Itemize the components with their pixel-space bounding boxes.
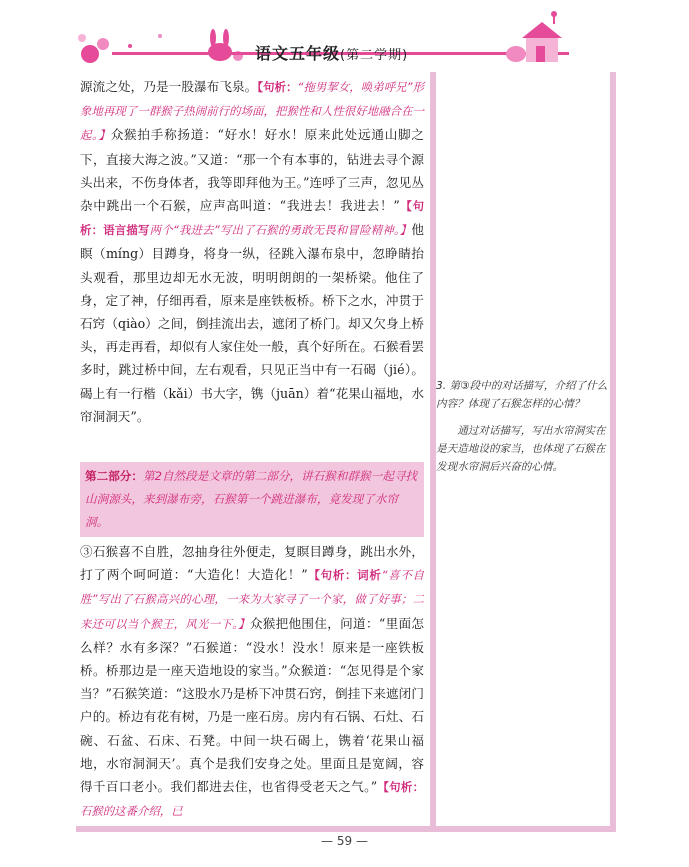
main-text-block xyxy=(80,75,424,428)
text: ③石猴喜不自胜，忽抽身往外便走，复瞑目蹲身，跳出水外，打了两个呵呵道：“大造化！大造化！” xyxy=(80,544,424,583)
side-question: 3. 第③段中的对话描写，介绍了什么内容？体现了石猴怎样的心情？ xyxy=(436,380,608,410)
annotation-text: “喜不自胜”写出了石猴高兴的心理，一来为大家寻了一个家，做了好事；二来还可以当个猴王，风光一下。】 xyxy=(80,568,424,631)
annotation-tag: 【句析： xyxy=(377,780,424,795)
annotation-text: 石猴的这番介绍，已 xyxy=(80,804,183,819)
page-number: — 59 — xyxy=(321,834,368,848)
text: 源流之处，乃是一股瀑布飞泉。 xyxy=(80,79,258,94)
annotation-tag: 【句析：语言描写 xyxy=(80,199,424,238)
paragraph-3 xyxy=(80,540,424,823)
main-text-block-2 xyxy=(80,540,424,823)
side-question-block xyxy=(436,377,608,476)
part-label: 第二部分： xyxy=(85,469,143,483)
annotation-tag: 【句析：词析 xyxy=(307,568,382,583)
text: 众猴拍手称扬道：“好水！好水！原来此处远通山脚之下，直接大海之波。”又道：“那一个有本事的，钻进去寻个源头出来，不伤身体者，我等即拜他为王。”连呼了三声，忽见丛杂中跳出一个石猴，应声高叫道：“我进去！我进去！” xyxy=(80,127,424,214)
page-header xyxy=(0,0,689,72)
paragraph-2 xyxy=(80,75,424,428)
side-answer: 通过对话描写，写出水帘洞实在是天造地设的家当，也体现了石猴在发现水帘洞后兴奋的心情。 xyxy=(436,425,606,473)
flower-bunny-decoration-icon xyxy=(70,16,250,76)
part-summary-box xyxy=(80,462,424,537)
annotation-text: “拖男挈女，唤弟呼兄”形象地再现了一群猴子热闹前行的场面，把猴性和人性很好地融合在一起。】 xyxy=(80,80,424,143)
house-decoration-icon xyxy=(504,10,574,72)
book-title: 语文五年级 xyxy=(255,44,341,63)
page-title xyxy=(255,41,408,64)
annotation-tag: 【句析： xyxy=(257,80,298,94)
bottom-border xyxy=(76,826,610,832)
part-summary-text: 第2自然段是文章的第二部分，讲石猴和群猴一起寻找山涧源头，来到瀑布旁，石猴第一个跳进瀑布，竟发现了水帘洞。 xyxy=(85,469,418,529)
annotation-text: 两个“我进去”写出了石猴的勇敢无畏和冒险精神。】 xyxy=(149,223,412,238)
text: 众猴把他围住，问道：“里面怎么样？水有多深？”石猴道：“没水！没水！原来是一座铁板桥。桥那边是一座天造地设的家当。”众猴道：“怎见得是个家当？”石猴笑道：“这股水乃是桥下冲贯石窍，倒挂下来遮闭门户的。桥边有花有树，乃是一座石房。房内有石锅、石灶、石碗、石盆、石床、石凳。中间一块石碣上，镌着‘花果山福地，水帘洞洞天’。真个是我们安身之处。里面且是宽阔，容得千百口老小。我们都进去住，也省得受老天之气。” xyxy=(80,615,424,795)
text: 他瞑（míng）目蹲身，将身一纵，径跳入瀑布泉中，忽睁睛抬头观看，那里边却无水无波，明明朗朗的一架桥梁。他住了身，定了神，仔细再看，原来是座铁板桥。桥下之水，冲贯于石窍（qiào）之间，倒挂流出去，遮闭了桥门。却又欠身上桥头，再走再看，却似有人家住处一般，真个好所在。石猴看罢多时，跳过桥中间，左右观看，只见正当中有一石碣（jié）。碣上有一行楷（kǎi）书大字，镌（juān）着“花果山福地，水帘洞洞天”。 xyxy=(80,222,424,424)
book-subtitle: (第二学期) xyxy=(340,48,409,63)
